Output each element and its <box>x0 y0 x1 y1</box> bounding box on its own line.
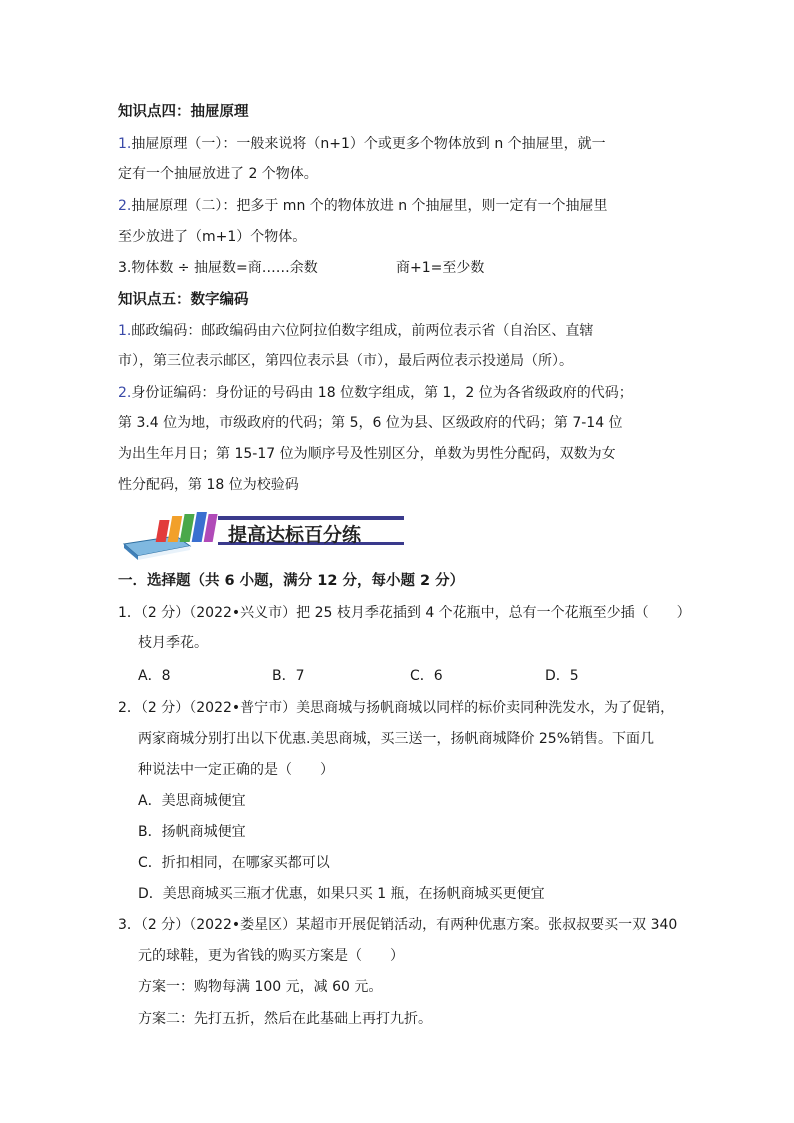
section-banner <box>118 506 408 562</box>
section-title: 一．选择题（共 6 小题，满分 12 分，每小题 2 分） <box>118 573 465 589</box>
kp5-item2-line3: 为出生年月日；第 15-17 位为顺序号及性别区分，单数为男性分配码，双数为女 <box>118 446 616 462</box>
kp4-item1-line1 <box>118 134 606 154</box>
kp4-item1-number: 1. <box>118 136 132 152</box>
kp4-item1-line2: 定有一个抽屉放进了 2 个物体。 <box>118 166 318 182</box>
kp4-item2-line1 <box>118 196 608 216</box>
q1-option-b: B．7 <box>272 668 305 684</box>
kp5-item1-line2: 市），第三位表示邮区，第四位表示县（市），最后两位表示投递局（所）。 <box>118 353 573 369</box>
kp4-item2-line2: 至少放进了（m+1）个物体。 <box>118 229 307 245</box>
q2-line2: 两家商城分别打出以下优惠.美思商城，买三送一，扬帆商城降价 25%销售。下面几 <box>138 731 655 747</box>
kp5-item1-text: 邮政编码：邮政编码由六位阿拉伯数字组成，前两位表示省（自治区、直辖 <box>131 323 594 339</box>
q3-plan2: 方案二：先打五折，然后在此基础上再打九折。 <box>138 1011 432 1027</box>
q1-option-a: A．8 <box>138 668 171 684</box>
kp4-item3-right: 商+1=至少数 <box>396 260 485 276</box>
q2-option-b: B．扬帆商城便宜 <box>138 824 246 840</box>
q3-plan1: 方案一：购物每满 100 元，减 60 元。 <box>138 979 383 995</box>
q2-line3: 种说法中一定正确的是（ ） <box>138 762 334 778</box>
kp5-item2-line1 <box>118 383 633 403</box>
q1-line2: 枝月季花。 <box>138 635 208 651</box>
kp4-item1-text: 抽屉原理（一）：一般来说将（n+1）个或更多个物体放到 n 个抽屉里，就一 <box>131 136 606 152</box>
kp5-item2-text: 身份证编码：身份证的号码由 18 位数字组成，第 1，2 位为各省级政府的代码； <box>131 385 633 401</box>
banner-title: 提高达标百分练 <box>228 524 362 546</box>
q3-line2: 元的球鞋，更为省钱的购买方案是（ ） <box>138 948 404 964</box>
kp5-item2-line2: 第 3.4 位为地，市级政府的代码；第 5，6 位为县、区级政府的代码；第 7-14 位 <box>118 415 623 431</box>
kp4-heading: 知识点四：抽屉原理 <box>118 104 249 120</box>
q2-option-a: A．美思商城便宜 <box>138 793 246 809</box>
kp4-item3-left: 3.物体数 ÷ 抽屉数=商……余数 <box>118 260 318 276</box>
q1-line1: 1．（2 分）（2022•兴义市）把 25 枝月季花插到 4 个花瓶中，总有一个花瓶至少插（ ） <box>118 605 691 621</box>
kp5-item1-number: 1. <box>118 323 132 339</box>
q3-line1: 3．（2 分）（2022•娄星区）某超市开展促销活动，有两种优惠方案。张叔叔要买一双 340 <box>118 917 678 933</box>
q1-option-c: C．6 <box>410 668 443 684</box>
kp5-item1-line1 <box>118 321 593 341</box>
q1-option-d: D．5 <box>545 668 579 684</box>
kp4-item2-text: 抽屉原理（二）：把多于 mn 个的物体放进 n 个抽屉里，则一定有一个抽屉里 <box>131 198 608 214</box>
kp5-item2-line4: 性分配码，第 18 位为校验码 <box>118 477 299 493</box>
kp4-item2-number: 2. <box>118 198 132 214</box>
q2-option-d: D．美思商城买三瓶才优惠，如果只买 1 瓶，在扬帆商城买更便宜 <box>138 886 545 902</box>
q2-option-c: C．折扣相同，在哪家买都可以 <box>138 855 330 871</box>
kp5-item2-number: 2. <box>118 385 132 401</box>
q2-line1: 2．（2 分）（2022•普宁市）美思商城与扬帆商城以同样的标价卖同种洗发水，为了促销， <box>118 700 675 716</box>
kp5-heading: 知识点五：数字编码 <box>118 292 249 308</box>
